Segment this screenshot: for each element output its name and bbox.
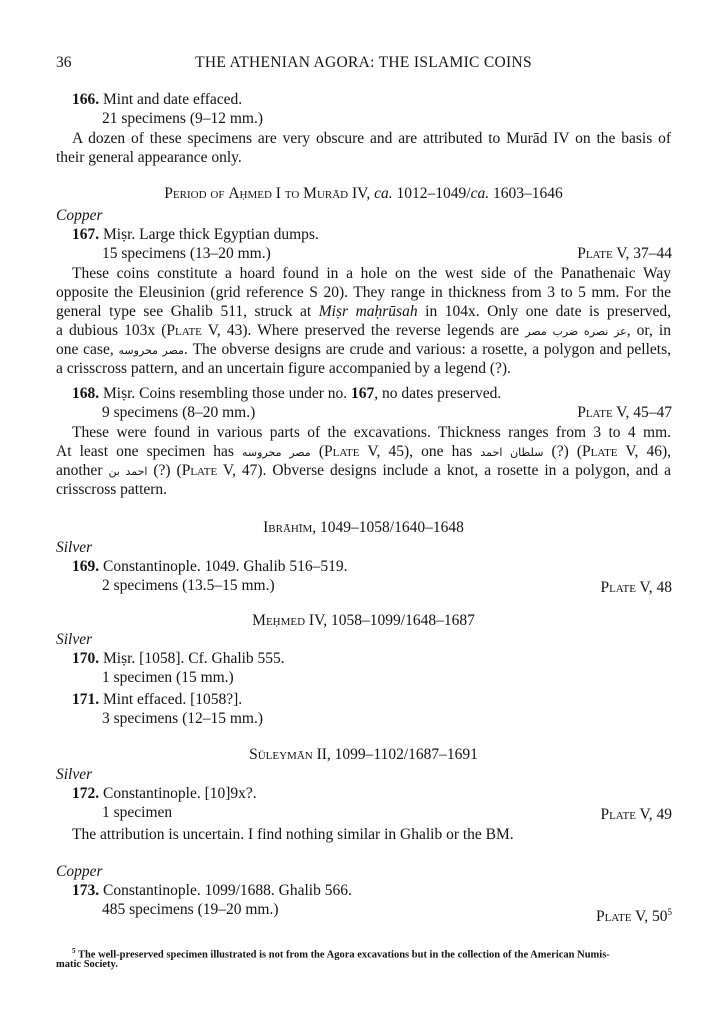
text-run: (?) ( xyxy=(551,443,582,460)
period-heading-suleyman xyxy=(56,745,671,765)
paragraph-167-line1: These coins constitute a hoard found in a hole on the west side of the Panathenaic Way xyxy=(72,265,671,282)
page-number: 36 xyxy=(56,54,72,71)
arabic-legend: مصر محروسه xyxy=(118,344,184,357)
period-dates: 1603–1646 xyxy=(492,185,563,202)
circa: ca. xyxy=(374,185,393,202)
plate-word: Plate xyxy=(166,322,202,339)
entry-number: 172. xyxy=(72,785,100,802)
running-title: THE ATHENIAN AGORA: THE ISLAMIC COINS xyxy=(195,54,532,71)
entry-172 xyxy=(72,784,257,804)
ruler-name: Ibrāhīm, xyxy=(263,519,317,536)
period-prefix: Period of xyxy=(164,185,225,202)
metal-heading-silver: Silver xyxy=(56,631,93,648)
metal-heading-silver: Silver xyxy=(56,766,93,783)
text-run: V, 46), xyxy=(625,443,672,460)
entry-168 xyxy=(72,384,501,404)
entry-title: Miṣr. Large thick Egyptian dumps. xyxy=(103,226,319,243)
entry-title-end: , no dates preserved. xyxy=(374,385,502,402)
ruler-name: Murād xyxy=(303,185,349,202)
entry-number: 173. xyxy=(72,882,100,899)
period-dates: IV, 1058–1099/1648–1687 xyxy=(308,612,475,629)
text-run: general type see Ghalib 511, struck at xyxy=(56,303,312,320)
plate-ref-168: Plate V, 45–47 xyxy=(577,404,672,421)
entry-title: Miṣr. [1058]. Cf. Ghalib 555. xyxy=(103,650,285,667)
arabic-legend: سلطان احمد xyxy=(480,446,544,459)
paragraph-168-line4: crisscross pattern. xyxy=(56,481,168,498)
mint-name: Miṣr maḥrūsah xyxy=(318,303,418,320)
circa: ca. xyxy=(470,185,490,202)
ruler-name: Aḥmed I xyxy=(228,185,281,202)
ruler-name: Meḥmed xyxy=(252,612,306,629)
text-run: a dubious 103x ( xyxy=(56,322,167,339)
text-run: , or, in xyxy=(626,322,671,339)
specimens-171: 3 specimens (12–15 mm.) xyxy=(102,710,264,727)
specimens-168: 9 specimens (8–20 mm.) xyxy=(102,404,256,421)
paragraph-167-line5 xyxy=(56,340,671,361)
paragraph-172: The attribution is uncertain. I find nothing similar in Ghalib or the BM. xyxy=(72,826,514,843)
entry-170 xyxy=(72,649,285,669)
entry-title: Miṣr. Coins resembling those under no. xyxy=(103,385,348,402)
text-run: V, 43). Where preserved the reverse legends are xyxy=(207,322,520,339)
entry-cross-ref: 167 xyxy=(351,385,375,402)
metal-heading-silver: Silver xyxy=(56,539,93,556)
text-run: V, 45), one has xyxy=(367,443,473,460)
period-dates: 1012–1049/ xyxy=(396,185,471,202)
plate-ref-167: Plate V, 37–44 xyxy=(577,245,672,262)
entry-title: Mint effaced. [1058?]. xyxy=(103,691,243,708)
paragraph-166-line2: their general appearance only. xyxy=(56,149,242,166)
text-run: (?) ( xyxy=(153,462,182,479)
entry-171 xyxy=(72,690,242,710)
entry-number: 170. xyxy=(72,650,100,667)
text-run: ( xyxy=(318,443,324,460)
period-heading-mehmed xyxy=(56,611,671,631)
specimens-167: 15 specimens (13–20 mm.) xyxy=(102,245,271,262)
plate-ref-169: Plate V, 48 xyxy=(600,579,672,596)
period-heading-ahmed-murad xyxy=(56,184,671,204)
period-heading-ibrahim xyxy=(56,518,671,538)
entry-title: Mint and date effaced. xyxy=(103,91,243,108)
period-dates: II, 1099–1102/1687–1691 xyxy=(316,746,478,763)
text-run: . The obverse designs are crude and various: a rosette, a polygon and pellets, xyxy=(183,341,671,358)
entry-173 xyxy=(72,881,352,901)
specimens-166: 21 specimens (9–12 mm.) xyxy=(102,110,264,127)
ruler-name: Süleymān xyxy=(249,746,313,763)
plate-ref-172: Plate V, 49 xyxy=(600,806,672,823)
specimens-173: 485 specimens (19–20 mm.) xyxy=(102,901,279,918)
paragraph-167-line3 xyxy=(56,302,671,322)
arabic-legend: احمد بن xyxy=(108,465,148,478)
plate-word: Plate xyxy=(323,443,360,460)
paragraph-166-line1: A dozen of these specimens are very obscure and are attributed to Murād IV on the basis of xyxy=(72,130,671,147)
paragraph-168-line3 xyxy=(56,461,671,482)
entry-number: 167. xyxy=(72,226,100,243)
entry-number: 168. xyxy=(72,385,100,402)
period-dates: 1049–1058/1640–1648 xyxy=(320,519,464,536)
plate-word: Plate xyxy=(181,462,218,479)
entry-title: Constantinople. [10]9x?. xyxy=(103,785,257,802)
plate-ref-text: Plate V, 50 xyxy=(595,908,668,926)
plate-ref-173 xyxy=(596,902,672,927)
specimens-169: 2 specimens (13.5–15 mm.) xyxy=(102,577,275,594)
footnote-line1 xyxy=(72,945,610,962)
text-run: another xyxy=(56,462,103,479)
entry-number: 171. xyxy=(72,691,100,708)
entry-number: 169. xyxy=(72,558,100,575)
paragraph-168-line1: These were found in various parts of the excavations. Thickness ranges from 3 to 4 mm. xyxy=(72,424,671,441)
paragraph-167-line6: a crisscross pattern, and an uncertain figure accompanied by a legend (?). xyxy=(56,360,511,377)
metal-heading-copper: Copper xyxy=(56,863,103,880)
footnote-number: 5 xyxy=(72,947,76,955)
period-to: to xyxy=(284,185,300,202)
paragraph-168-line2 xyxy=(56,442,671,463)
entry-title: Constantinople. 1049. Ghalib 516–519. xyxy=(103,558,348,575)
footnote-text: The well-preserved specimen illustrated is not from the Agora excavations but in the collection of the American Numis- xyxy=(77,949,610,961)
footnote-marker: 5 xyxy=(667,907,672,917)
entry-169 xyxy=(72,557,348,577)
paragraph-167-line2: opposite the Eleusinion (grid reference S 20). They range in thickness from 3 to 5 mm. For the xyxy=(56,284,671,301)
arabic-legend: عز نصره ضرب مصر xyxy=(525,325,627,338)
entry-167 xyxy=(72,225,319,245)
paragraph-167-line4 xyxy=(56,321,671,342)
text-run: one case, xyxy=(56,341,114,358)
entry-title: Constantinople. 1099/1688. Ghalib 566. xyxy=(103,882,352,899)
specimens-170: 1 specimen (15 mm.) xyxy=(102,669,234,686)
footnote-line2: matic Society. xyxy=(56,959,118,970)
entry-number: 166. xyxy=(72,91,100,108)
entry-166 xyxy=(72,90,242,110)
arabic-legend: مصر محروسه xyxy=(241,446,311,459)
metal-heading-copper: Copper xyxy=(56,207,103,224)
text-run: At least one specimen has xyxy=(56,443,234,460)
specimens-172: 1 specimen xyxy=(102,804,173,821)
plate-word: Plate xyxy=(582,443,618,460)
text-run: in 104x. Only one date is preserved, xyxy=(425,303,672,320)
text-run: V, 47). Obverse designs include a knot, a rosette in a polygon, and a xyxy=(222,462,671,479)
ruler-numeral: IV, xyxy=(352,185,371,202)
